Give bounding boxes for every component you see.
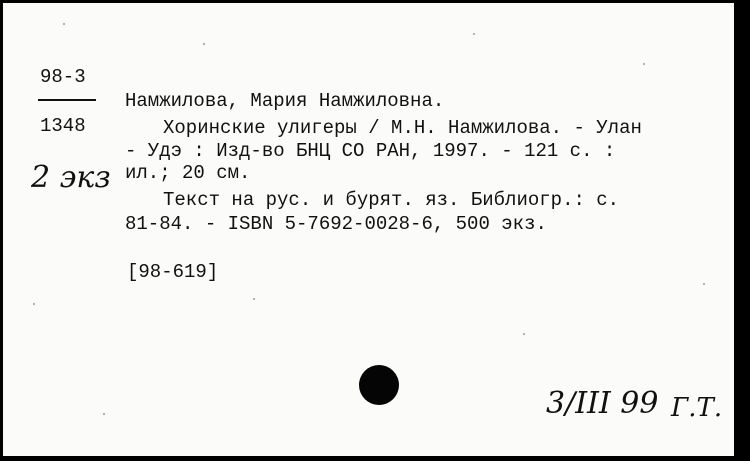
handwritten-date: 3/III 99 [546,386,659,421]
title-line-2: - Удэ : Изд-во БНЦ СО РАН, 1997. - 121 с. : [125,140,616,162]
scan-speck [253,298,255,300]
scan-speck [63,23,65,25]
call-number-top: 98-3 [40,66,86,88]
scan-speck [523,333,525,335]
note-line-2: 81-84. - ISBN 5-7692-0028-6, 500 экз. [125,213,547,235]
scan-speck [643,63,645,65]
catalog-card [3,3,734,456]
scan-border-right [734,3,750,456]
scan-speck [103,413,105,415]
scan-speck [203,43,205,45]
punch-hole [359,365,399,405]
handwritten-initials: Г.Т. [671,393,723,423]
handwritten-copies-mark: 2 экз [31,160,111,195]
title-line-1: Хоринские улигеры / М.Н. Намжилова. - Улан [163,117,642,139]
title-line-3: ил.; 20 см. [125,162,251,184]
record-id: [98-619] [127,261,219,283]
note-line-1: Текст на рус. и бурят. яз. Библиогр.: с. [163,189,620,211]
scan-border-bottom [0,456,750,461]
call-number-divider [38,99,96,101]
scan-speck [33,303,35,305]
author-heading: Намжилова, Мария Намжиловна. [125,90,445,112]
scan-speck [703,283,705,285]
scan-speck [473,33,475,35]
call-number-bottom: 1348 [40,115,86,137]
